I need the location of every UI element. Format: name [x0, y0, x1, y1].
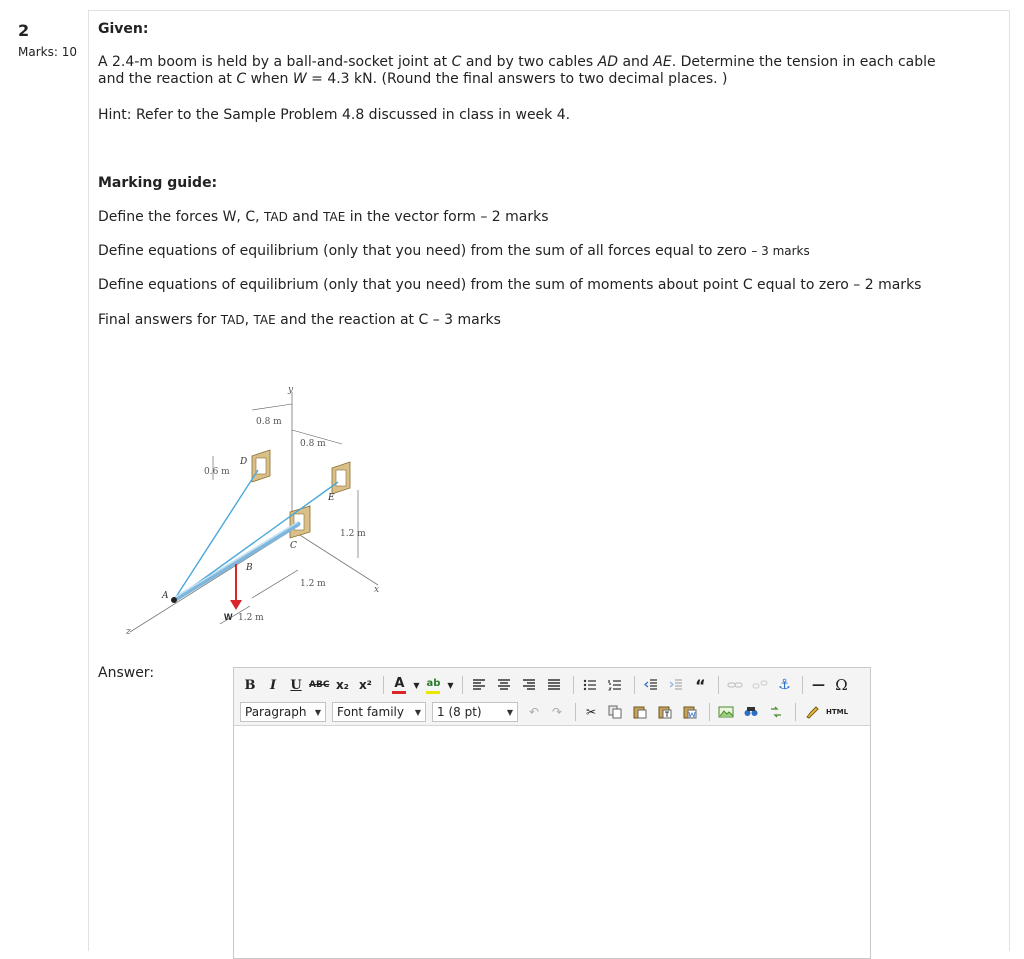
unlink-icon[interactable]: [749, 675, 771, 695]
problem-var: AD: [597, 54, 618, 70]
format-select[interactable]: [240, 702, 326, 722]
mg-text: TAE: [253, 313, 276, 327]
problem-text: and: [618, 54, 654, 70]
toolbar-separator: [573, 676, 574, 694]
question-top-border: [88, 10, 1010, 11]
toolbar-separator: [718, 676, 719, 694]
answer-label: Answer:: [98, 665, 155, 681]
font-family-select-value: Font family: [337, 705, 404, 719]
superscript-button[interactable]: x²: [358, 678, 372, 692]
mg-text: TAD: [264, 210, 288, 224]
problem-text: A 2.4-m boom is held by a ball-and-socket joint at: [98, 54, 452, 70]
label-dim-08-right: 0.8 m: [300, 439, 326, 449]
label-b: B: [246, 563, 253, 573]
mg-text: ,: [244, 312, 254, 328]
font-size-select-value: 1 (8 pt): [437, 705, 482, 719]
redo-icon[interactable]: ↷: [551, 705, 563, 719]
label-a: A: [162, 591, 169, 601]
mg-text: TAE: [323, 210, 346, 224]
italic-button[interactable]: I: [269, 677, 277, 693]
mg-text: and the reaction at C – 3 marks: [275, 312, 501, 328]
toolbar-separator: [634, 676, 635, 694]
chevron-down-icon: ▼: [506, 707, 514, 717]
format-select-value: Paragraph: [245, 705, 307, 719]
label-dim-08-top: 0.8 m: [256, 417, 282, 427]
label-dim-12-mid: 1.2 m: [300, 579, 326, 589]
highlight-letters: ab: [426, 677, 441, 689]
blockquote-button[interactable]: “: [695, 675, 706, 695]
label-d: D: [240, 457, 248, 467]
align-center-icon[interactable]: [493, 675, 515, 695]
marking-guide-item-3: Define equations of equilibrium (only that you need) from the sum of moments about point C equal to zero – 2 marks: [98, 277, 922, 293]
align-left-icon[interactable]: [468, 675, 490, 695]
font-size-select[interactable]: [432, 702, 518, 722]
font-family-select[interactable]: [332, 702, 426, 722]
find-icon[interactable]: [740, 702, 762, 722]
anchor-button[interactable]: ⚓: [778, 677, 791, 693]
replace-icon[interactable]: [765, 702, 787, 722]
label-dim-12-right: 1.2 m: [340, 529, 366, 539]
toolbar-separator: [575, 703, 576, 721]
marking-guide-item-1: [98, 209, 549, 226]
toolbar-separator: [709, 703, 710, 721]
undo-icon[interactable]: ↶: [528, 705, 540, 719]
problem-text: and by two cables: [461, 54, 598, 70]
bullet-list-icon[interactable]: [579, 675, 601, 695]
toolbar-row-1: [240, 674, 854, 696]
image-icon[interactable]: [715, 702, 737, 722]
html-source-button[interactable]: HTML: [826, 708, 849, 716]
mg-text: Define equations of equilibrium (only that you need) from the sum of all forces equal to zero: [98, 243, 752, 259]
mg-text: Define the forces W, C,: [98, 209, 264, 225]
toolbar-row-2: [240, 701, 851, 723]
problem-var: C: [236, 71, 247, 87]
paste-icon[interactable]: [629, 702, 651, 722]
cut-icon[interactable]: ✂: [585, 705, 597, 719]
paste-word-icon[interactable]: [679, 702, 701, 722]
boom-diagram: [120, 380, 400, 640]
mg-text: – 3 marks: [751, 244, 810, 258]
toolbar-separator: [795, 703, 796, 721]
mg-text: Final answers for: [98, 312, 221, 328]
font-color-bar: [392, 691, 406, 694]
cable-ad: [174, 470, 258, 600]
question-right-border: [1009, 10, 1010, 951]
align-justify-icon[interactable]: [543, 675, 565, 695]
wall-plate-d: [252, 450, 270, 482]
strikethrough-button[interactable]: ABC: [309, 680, 330, 690]
chevron-down-icon: ▼: [314, 707, 322, 717]
font-color-dropdown-icon[interactable]: ▼: [413, 680, 420, 690]
answer-editor: [233, 667, 871, 959]
label-w: W: [224, 612, 233, 622]
label-dim-06: 0.6 m: [204, 467, 230, 477]
font-color-button[interactable]: [389, 675, 409, 695]
problem-text: when: [246, 71, 293, 87]
indent-icon[interactable]: [665, 675, 687, 695]
given-heading: Given:: [98, 21, 149, 37]
load-arrow-head: [230, 600, 242, 610]
label-c: C: [290, 541, 297, 551]
mg-text: TAD: [220, 313, 245, 327]
toolbar-separator: [462, 676, 463, 694]
question-content: [98, 21, 998, 328]
outdent-icon[interactable]: [640, 675, 662, 695]
paste-text-icon[interactable]: [654, 702, 676, 722]
problem-text: = 4.3 kN. (Round the final answers to two decimal places. ): [306, 71, 728, 87]
question-number: 2: [18, 21, 30, 40]
point-a-joint: [171, 597, 177, 603]
marking-guide-item-4: [98, 312, 501, 329]
dim-line: [252, 570, 298, 598]
problem-var: AE: [653, 54, 672, 70]
underline-button[interactable]: U: [290, 677, 302, 693]
highlight-dropdown-icon[interactable]: ▼: [447, 680, 454, 690]
toolbar-separator: [383, 676, 384, 694]
bold-button[interactable]: B: [244, 677, 256, 693]
link-icon[interactable]: [724, 675, 746, 695]
chevron-down-icon: ▼: [414, 707, 422, 717]
highlight-bar: [426, 691, 440, 694]
special-character-button[interactable]: Ω: [835, 676, 848, 694]
problem-var: C: [451, 54, 462, 70]
problem-statement: [98, 54, 936, 88]
dim-line: [252, 404, 292, 410]
question-left-border: [88, 10, 89, 951]
support-c: [290, 506, 310, 538]
copy-icon[interactable]: [604, 702, 626, 722]
highlight-color-button[interactable]: [423, 675, 443, 695]
marking-guide-title: Marking guide:: [98, 175, 218, 191]
horizontal-rule-button[interactable]: —: [811, 677, 825, 693]
editor-content-area[interactable]: [234, 726, 870, 958]
align-right-icon[interactable]: [518, 675, 540, 695]
label-dim-12-bottom: 1.2 m: [238, 613, 264, 623]
wall-plate-e: [332, 462, 350, 494]
label-e: E: [328, 493, 335, 503]
label-z: z: [126, 627, 131, 637]
problem-var: W: [292, 71, 307, 87]
problem-text: . Determine the tension in each cable: [671, 54, 936, 70]
mg-text: and: [287, 209, 324, 225]
label-x: x: [374, 585, 380, 595]
question-marks: Marks: 10: [18, 45, 77, 59]
cleanup-icon[interactable]: [801, 702, 823, 722]
marking-guide-item-2: [98, 243, 810, 260]
font-color-letter: A: [394, 675, 405, 691]
editor-toolbar: [234, 668, 870, 726]
problem-text: and the reaction at: [98, 71, 237, 87]
hint-text: Hint: Refer to the Sample Problem 4.8 discussed in class in week 4.: [98, 107, 571, 123]
subscript-button[interactable]: x₂: [335, 678, 349, 692]
mg-text: in the vector form – 2 marks: [345, 209, 549, 225]
numbered-list-icon[interactable]: [604, 675, 626, 695]
label-y: y: [288, 385, 294, 395]
toolbar-separator: [802, 676, 803, 694]
